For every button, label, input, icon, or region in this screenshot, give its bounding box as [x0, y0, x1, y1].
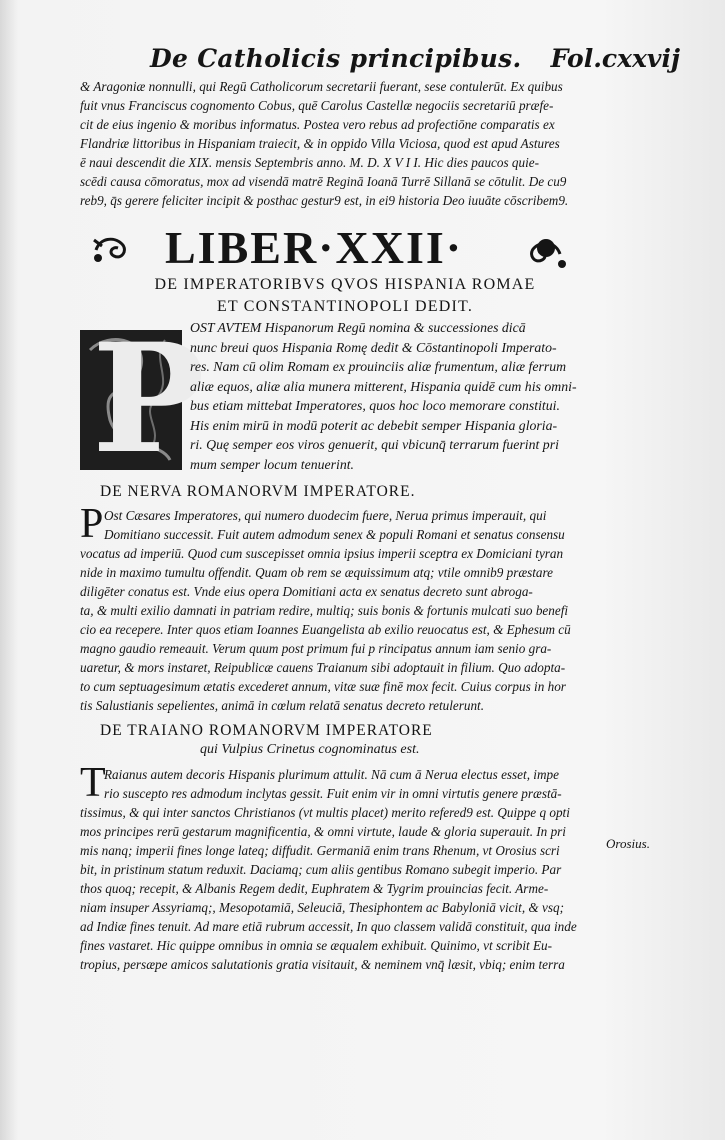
text-line: mum semper locum tenuerint.: [190, 456, 354, 472]
running-head: [150, 44, 710, 78]
text-line: res. Nam cū olim Romam ex prouinciis aliæ frumentum, aliæ ferrum: [190, 359, 567, 374]
text-line: Ost Cæsares Imperatores, qui numero duodecim fuere, Nerua primus imperauit, qui: [104, 508, 547, 523]
text-line: to cum septuagesimum ætatis excederet annum, vitæ suæ finē mox fecit. Cuius corpus in hor: [80, 679, 566, 694]
text-line: tropius, persæpe amicos salutationis gratia visitauit, & neminem vnq̄ læsit, vbiq; enim terra: [80, 957, 565, 972]
text-line: Domitiano successit. Fuit autem admodum senex & populi Romani et senatus consensu: [104, 527, 565, 542]
text-line: mis nanq; imperii fines longe lateq; diffudit. Germaniā enim trans Rhenum, vt Orosius scri: [80, 843, 560, 858]
text-line: diligēter conatus est. Vnde eius opera Domitiani acta ex senatus decreto sunt abroga-: [80, 584, 533, 599]
text-line: ē naui descendit die XIX. mensis Septembris anno. M. D. X V I I. Hic dies paucos quie-: [80, 155, 540, 170]
section-subheading-traiano: qui Vulpius Crinetus cognominatus est.: [200, 742, 420, 757]
text-line: thos quoq; recepit, & Albanis Regem dedit, Euphratem & Tygrim prouincias fecit. Arme-: [80, 881, 549, 896]
text-line: niam insuper Assyriamq;, Mesopotamiā, Seleuciā, Thesiphontem ac Babyloniā vicit, & vsq;: [80, 900, 564, 915]
text-line: His enim mirū in modū poterit ac debebit semper Hispania gloria-: [190, 417, 558, 433]
left-fleuron-icon: [92, 232, 132, 268]
text-line: & Aragoniæ nonnulli, qui Regū Catholicorum secretarii fuerant, sese contulerūt. Ex quibus: [80, 79, 563, 94]
nerva-paragraph: [104, 506, 600, 525]
initial-letter: P: [92, 311, 205, 487]
text-line: reb9, q̄s gerere feliciter incipit & posthac gestur9 est, in ei9 historia Deo iuuāte cōscribem9.: [80, 193, 569, 208]
text-line: ri. Quę semper eos viros genuerit, qui vbicunq̄ terrarum fuerint pri: [190, 437, 559, 452]
text-line: bit, in pristinum statum reduxit. Daciamq; cum aliis gentibus Romano subegit imperio. Par: [80, 862, 562, 877]
text-line: nide in maximo tumultu offendit. Quam ob rem se æquissimum atq; vtile omnib9 præstare: [80, 565, 554, 580]
right-fleuron-icon: [520, 234, 568, 274]
traiano-paragraph-head: [104, 765, 600, 803]
nerva-paragraph-rest: [80, 544, 600, 715]
section-heading-nerva: DE NERVA ROMANORVM IMPERATORE.: [100, 483, 416, 500]
text-line: scēdi causa cōmoratus, mox ad visendā matrē Reginā Ioanā Turrē Sillanā se cōtulit. De cu9: [80, 174, 567, 189]
nerva-paragraph-body: [104, 525, 600, 544]
text-line: Flandriæ littoribus in Hispaniam traiecit, & in oppido Villa Viciosa, quod est apud Astures: [80, 136, 560, 151]
text-line: tis Salustianis sepelientes, animā in cœlum relatā senatus decreto retulerunt.: [80, 698, 485, 713]
text-line: uaretur, & mors instaret, Reipublicæ cauens Traianum sibi adoptauit in filium. Quo adopta-: [80, 660, 566, 675]
margin-note-orosius: Orosius.: [606, 836, 650, 851]
text-line: rio suscepto res admodum inclytas gessit. Fuit enim vir in omni virtutis genere præstā-: [104, 786, 562, 801]
text-line: Raianus autem decoris Hispanis plurimum attulit. Nā cum ā Nerua electus esset, impe: [104, 767, 559, 782]
text-line: magno gaudio remeauit. Verum quum post primum fui p rincipatus annum iam senio gra-: [80, 641, 552, 656]
text-line: mos principes rerū gestarum magnificentia, & omni virtute, laude & gloria superauit. In pri: [80, 824, 566, 839]
section-initial-traiano: T: [80, 760, 106, 806]
text-line: OST AVTEM Hispanorum Regū nomina & successiones dicā: [190, 320, 526, 335]
text-line: fines vastaret. Hic quippe omnibus in omnia se æqualem exhibuit. Quinimo, vt scribit Eu-: [80, 938, 553, 953]
folio-number: Fol.cxxvij: [550, 44, 680, 73]
traiano-paragraph: [80, 803, 600, 974]
book-title: LIBER·XXII·: [165, 222, 464, 273]
text-line: tissimus, & qui inter sanctos Christianos (vt multis placet) merito refered9 est. Quippe q opti: [80, 805, 570, 820]
book-subtitle-line: DE IMPERATORIBVS QVOS HISPANIA ROMAE: [154, 276, 536, 293]
text-line: fuit vnus Franciscus cognomento Cobus, quē Carolus Castellæ negociis secretariū præfe-: [80, 98, 554, 113]
text-line: vocatus ad imperiū. Quod cum suscepisset omnia ipsius imperii sceptra ex Domiciani tyran: [80, 546, 564, 561]
text-line: ad Indiæ fines tenuit. Ad mare etiā rubrum accessit, In quo classem validā constituit, qua inde: [80, 919, 577, 934]
text-line: ta, & multi exilio damnati in patriam redire, multiq; suis bonis & fortunis mulcati suo benefi: [80, 603, 569, 618]
text-line: nunc breui quos Hispania Romę dedit & Cōstantinopoli Imperato-: [190, 339, 557, 355]
book-subtitle-line: ET CONSTANTINOPOLI DEDIT.: [216, 298, 474, 315]
text-line: bus etiam mittebat Imperatores, quos hoc loco memorare constitui.: [190, 398, 560, 413]
intro-paragraph: [80, 77, 600, 210]
section-heading-traiano: DE TRAIANO ROMANORVM IMPERATORE: [100, 722, 433, 739]
section-initial-nerva: P: [80, 501, 104, 547]
text-line: aliæ equos, aliæ alia munera mitterent, Hispania quidē cum his omni-: [190, 378, 577, 394]
text-line: cio ea recepere. Inter quos etiam Ioannes Euangelista ab exilio reuocatus est, & Ephesum cū: [80, 622, 571, 637]
text-line: cit de eius ingenio & moribus informatus. Postea vero rebus ad profectiōne comparatis ex: [80, 117, 555, 132]
opening-paragraph: [190, 318, 600, 474]
woodcut-initial-icon: [80, 311, 205, 487]
running-title: De Catholicis principibus.: [150, 44, 522, 73]
